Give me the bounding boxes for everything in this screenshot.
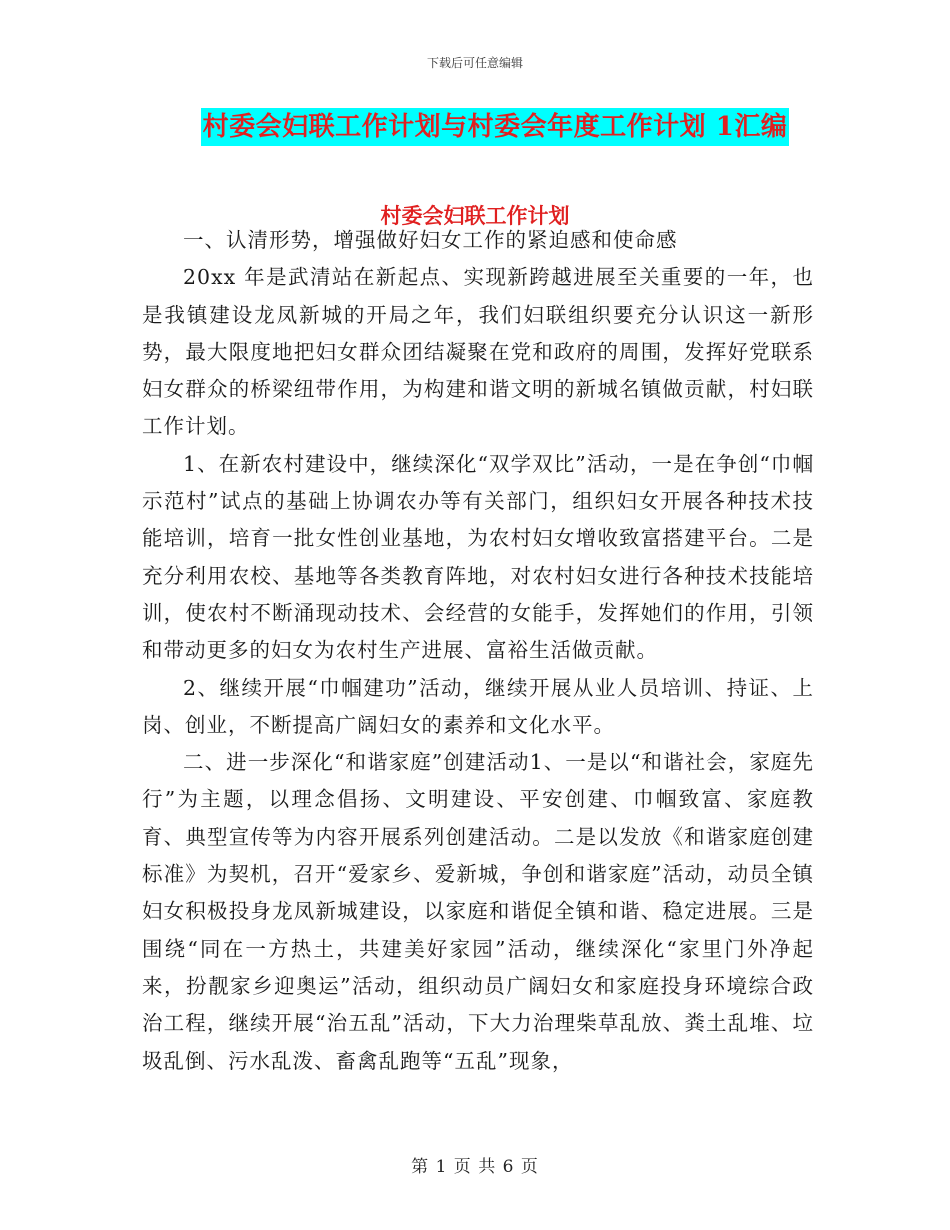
document-title: 村委会妇联工作计划与村委会年度工作计划 1汇编 [201, 108, 790, 146]
paragraph: 1、在新农村建设中，继续深化“双学双比”活动，一是在争创“巾帼示范村”试点的基础上协调农办等有关部门，组织妇女开展各种技术技能培训，培育一批女性创业基地，为农村妇女增收致富搭建平台。二是充分利用农校、基地等各类教育阵地，对农村妇女进行各种技术技能培训，使农村不断涌现动技术、会经营的女能手，发挥她们的作用，引领和带动更多的妇女为农村生产进展、富裕生活做贡献。 [142, 451, 814, 663]
page-number-footer: 第 1 页 共 6 页 [411, 1157, 539, 1177]
section-title: 村委会妇联工作计划 [380, 203, 570, 228]
document-body [142, 222, 814, 1080]
document-title-container [0, 108, 950, 146]
paragraph-heading-1: 一、认清形势，增强做好妇女工作的紧迫感和使命感 [183, 228, 678, 252]
paragraph: 20xx 年是武清站在新起点、实现新跨越进展至关重要的一年，也是我镇建设龙凤新城的开局之年，我们妇联组织要充分认识这一新形势，最大限度地把妇女群众团结凝聚在党和政府的周围，发挥好党联系妇女群众的桥梁纽带作用，为构建和谐文明的新城名镇做贡献，村妇联工作计划。 [142, 265, 814, 439]
paragraph: 二、进一步深化“和谐家庭”创建活动1、一是以“和谐社会，家庭先行”为主题，以理念倡扬、文明建设、平安创建、巾帼致富、家庭教育、典型宣传等为内容开展系列创建活动。二是以发放《和谐家庭创建标准》为契机，召开“爱家乡、爱新城，争创和谐家庭”活动，动员全镇妇女积极投身龙凤新城建设，以家庭和谐促全镇和谐、稳定进展。三是围绕“同在一方热土，共建美好家园”活动，继续深化“家里门外净起来，扮靓家乡迎奥运”活动，组织动员广阔妇女和家庭投身环境综合政治工程，继续开展“治五乱”活动，下大力治理柴草乱放、粪土乱堆、垃圾乱倒、污水乱泼、畜禽乱跑等“五乱”现象， [142, 750, 814, 1073]
header-note: 下载后可任意编辑 [426, 56, 523, 70]
paragraph: 2、继续开展“巾帼建功”活动，继续开展从业人员培训、持证、上岗、创业，不断提高广阔妇女的素养和文化水平。 [142, 675, 814, 737]
